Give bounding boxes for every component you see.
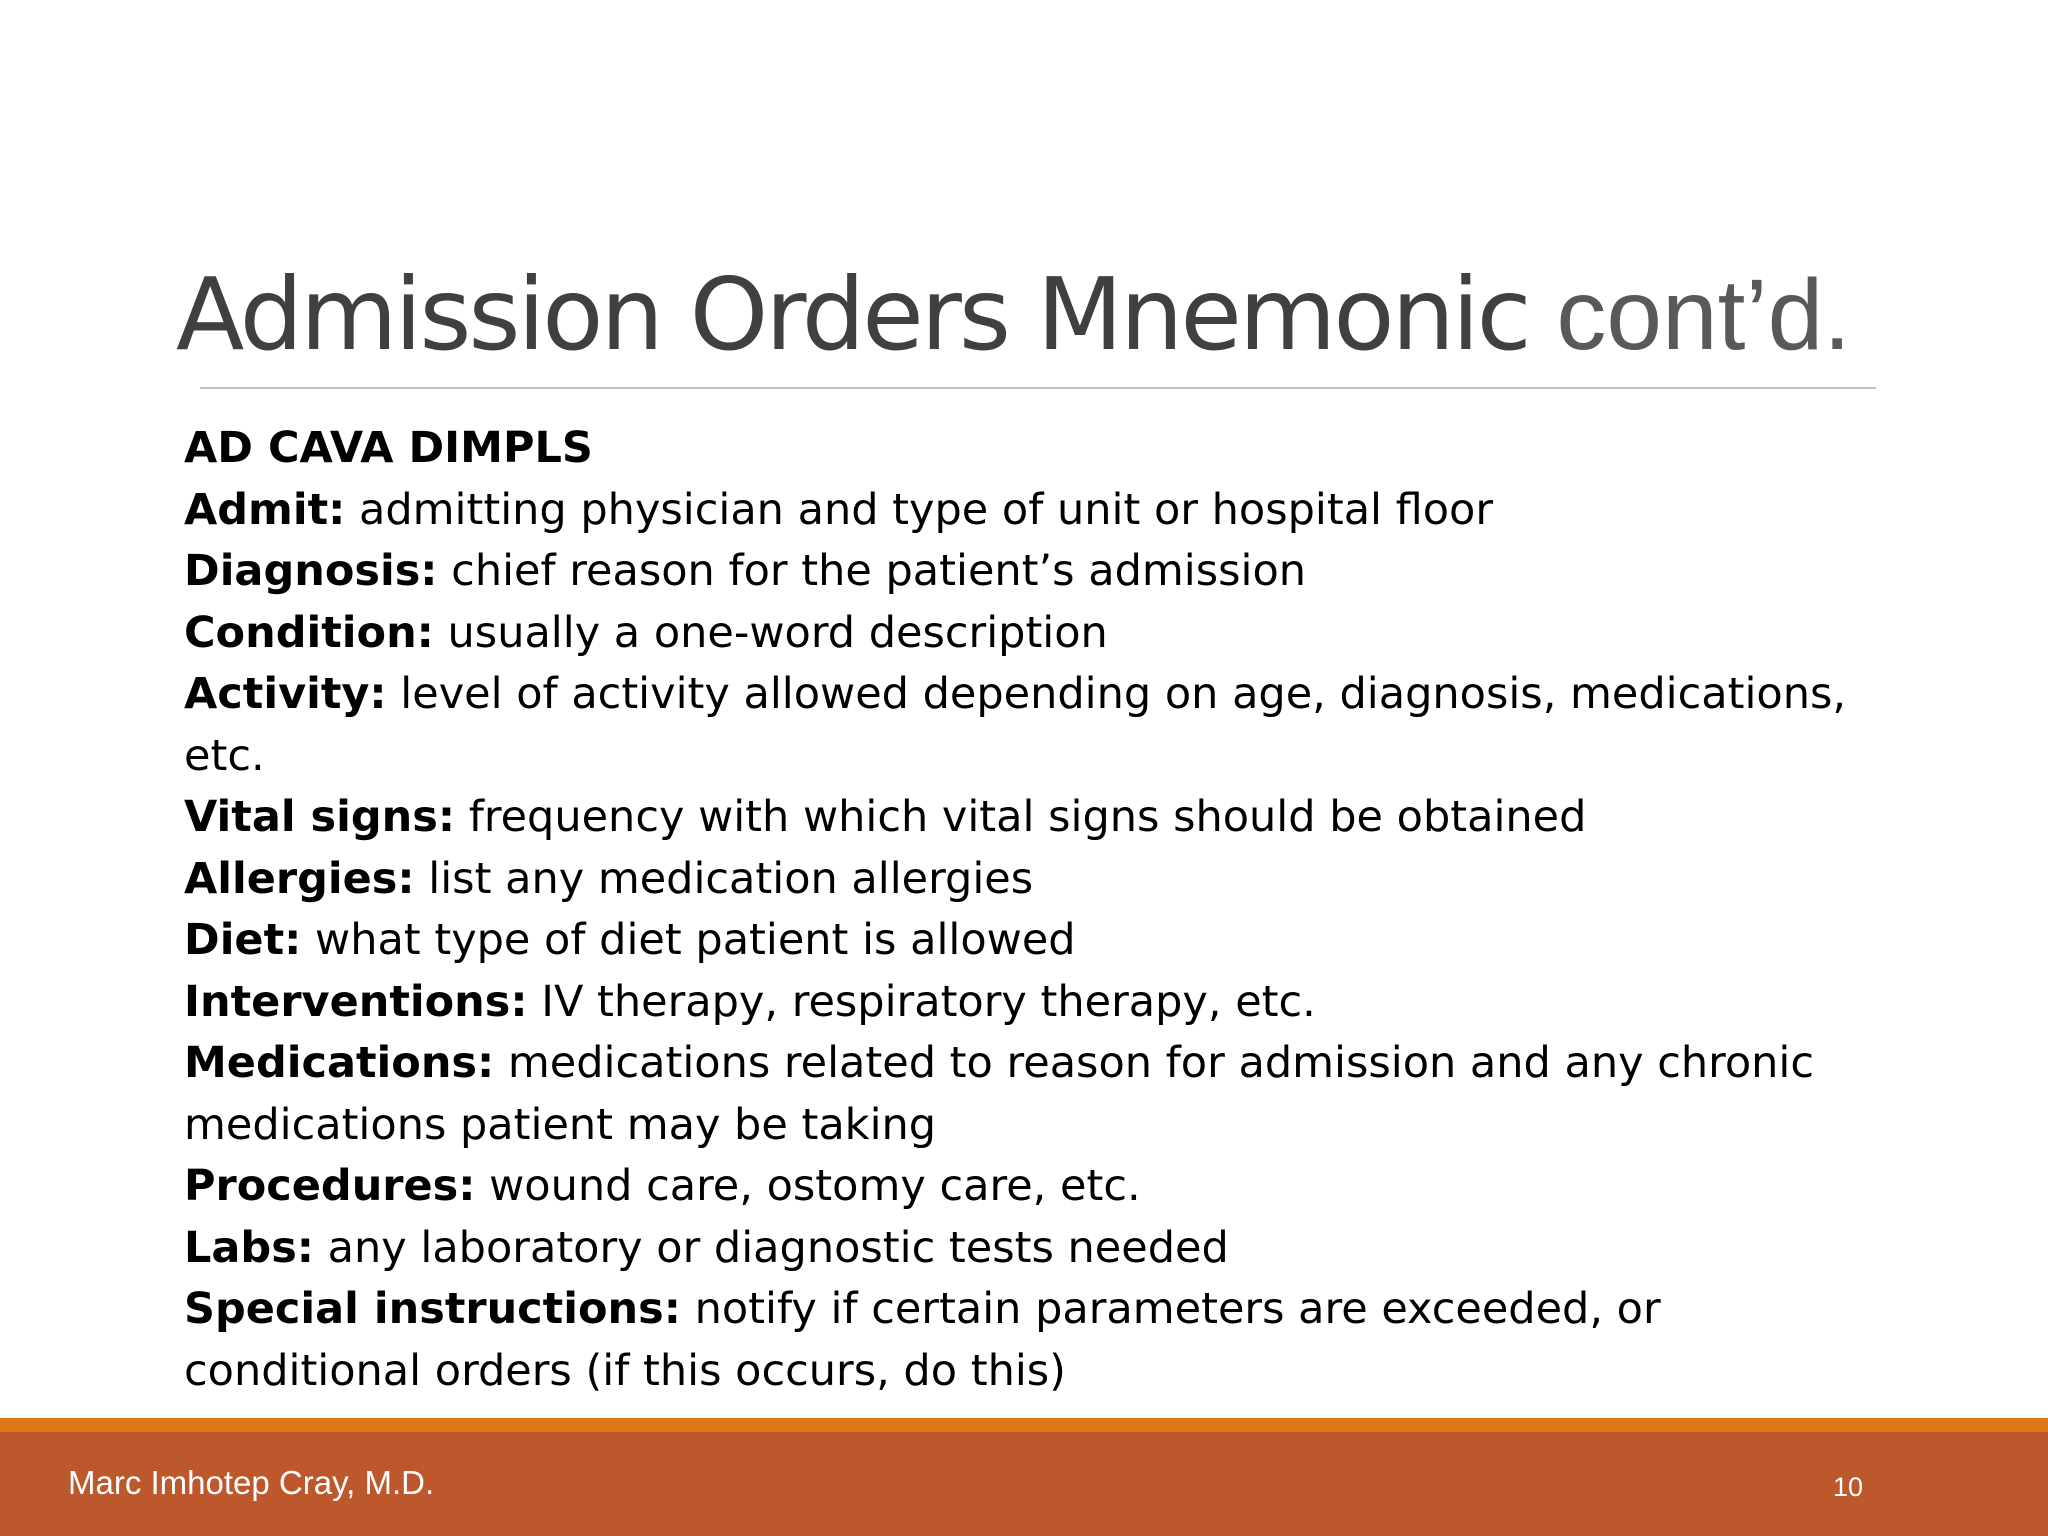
item-text: wound care, ostomy care, etc. [475, 1161, 1141, 1211]
item-term: Admit: [184, 484, 346, 535]
list-item-allergies [184, 849, 1874, 911]
item-term: Vital signs: [184, 792, 456, 842]
item-text: admitting physician and type of unit or hospital floor [345, 484, 1494, 535]
item-text: level of activity allowed depending on age, diagnosis, medications, etc. [184, 669, 1847, 781]
list-item-diet [184, 910, 1874, 972]
item-term: Allergies: [184, 853, 415, 904]
item-text: what type of diet patient is allowed [301, 915, 1076, 965]
slide-title [176, 250, 1851, 380]
list-item-vital-signs [184, 787, 1874, 849]
item-term: Labs: [184, 1222, 314, 1273]
item-text: any laboratory or diagnostic tests needed [314, 1222, 1229, 1273]
title-divider [200, 387, 1876, 389]
slide-body [184, 418, 1874, 1402]
item-text: usually a one-word description [433, 607, 1108, 658]
list-item-diagnosis [184, 541, 1874, 603]
item-text: medications related to reason for admission and any chronic medications patient may be taking [184, 1038, 1814, 1150]
mnemonic-heading: AD CAVA DIMPLS [184, 423, 593, 473]
footer-author: Marc Imhotep Cray, M.D. [68, 1464, 435, 1501]
list-item-activity [184, 664, 1874, 787]
item-term: Activity: [184, 669, 387, 719]
list-item-interventions [184, 972, 1874, 1034]
slide-title-main: Admission Orders Mnemonic [176, 256, 1529, 373]
item-term: Diet: [184, 915, 302, 965]
item-text: frequency with which vital signs should be obtained [455, 792, 1587, 842]
item-term: Interventions: [184, 976, 528, 1027]
list-item-special-instructions [184, 1279, 1874, 1402]
item-term: Condition: [184, 607, 434, 658]
footer-accent-stripe [0, 1418, 2048, 1432]
list-item-procedures [184, 1156, 1874, 1218]
item-text: notify if certain parameters are exceeded, or conditional orders (if this occurs, do this) [184, 1284, 1661, 1396]
list-item-admit [184, 480, 1874, 542]
item-text: chief reason for the patient’s admission [437, 546, 1307, 596]
item-term: Special instructions: [184, 1284, 681, 1334]
list-item-medications [184, 1033, 1874, 1156]
list-item-labs [184, 1218, 1874, 1280]
page-number: 10 [1832, 1472, 1863, 1502]
footer-bar [0, 1432, 2048, 1536]
list-item-condition [184, 603, 1874, 665]
item-term: Medications: [184, 1038, 495, 1088]
item-term: Procedures: [184, 1161, 476, 1211]
slide-title-suffix: cont’d. [1528, 259, 1852, 371]
item-term: Diagnosis: [184, 546, 438, 596]
item-text: list any medication allergies [414, 853, 1034, 904]
item-text: IV therapy, respiratory therapy, etc. [527, 976, 1316, 1027]
